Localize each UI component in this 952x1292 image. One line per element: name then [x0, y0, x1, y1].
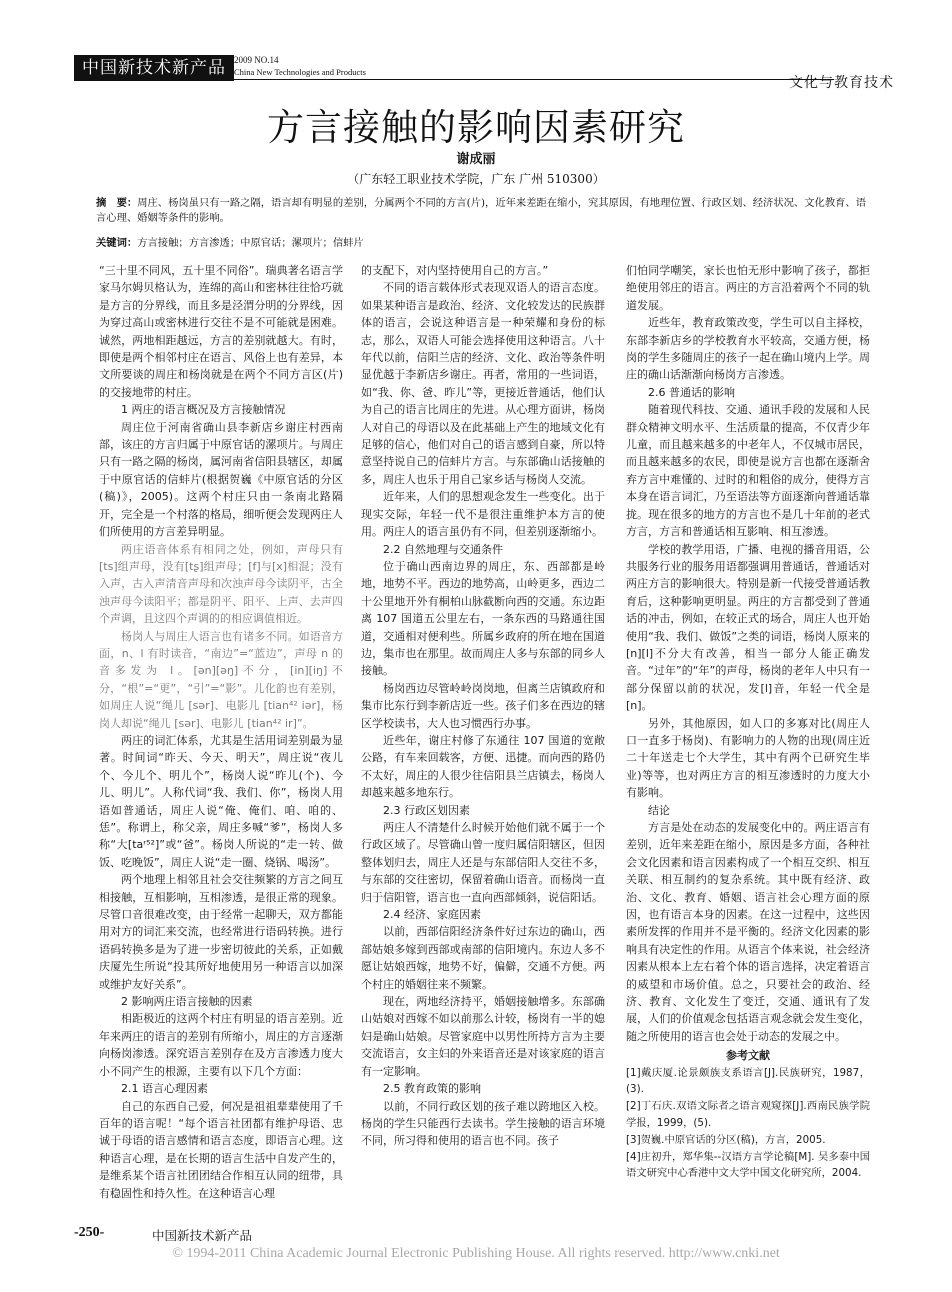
- paragraph: 近年来，人们的思想观念发生一些变化。出于现实交际，年轻一代不是很注重维护本方言的使用。两庄人的语言虽仍有不同，但差别逐渐缩小。: [361, 490, 605, 539]
- article-author: 谢成丽: [456, 152, 496, 167]
- issue-number: 2009 NO.14: [234, 55, 279, 65]
- reference-item: [3]贺巍.中原官话的分区(稿)，方言，2005.: [626, 1133, 826, 1146]
- keywords-text: 方言接触；方言渗透；中原官话；漯项片；信蚌片: [137, 237, 364, 249]
- journal-name-box: 中国新技术新产品: [74, 55, 234, 81]
- section-heading: 2.2 自然地理与交通条件: [383, 542, 503, 556]
- abstract-text: 周庄、杨岗虽只有一路之隔，语言却有明显的差别，分属两个不同的方言(片)，近年来差距在缩小，究其原因，有地理位置、行政区划、经济状况、文化教育、语言心理、婚姻等条件的影响。: [96, 197, 866, 224]
- paragraph: 以前，西部信阳经济条件好过东边的确山，西部姑娘多嫁到西部或南部的信阳境内。东边人多不愿让姑娘西嫁，地势不好，偏僻，交通不方便。两个村庄的婚姻往来不频繁。: [361, 925, 605, 991]
- paragraph: 学校的教学用语，广播、电视的播音用语，公共服务行业的服务用语都强调用普通话，普通话对两庄方言的影响很大。特别是新一代接受普通话教育后，这种影响更明显。两庄的方言都受到了普通话的冲击，例如，在较正式的场合，周庄人也开始使用“我、我们、做饭”之类的词语，杨岗人原来的[n][l]不分大有改善，相当一部分人能正确发音。“过年”的“年”的声母，杨岗的老年人中只有一部分保留以前的状况，发[l]音，年轻一代全是[n]。: [626, 542, 870, 713]
- paragraph: 两个地理上相邻且社会交往频繁的方言之间互相接触，互相影响，互相渗透，是很正常的现象。尽管口音很难改变，由于经常一起聊天，双方都能用对方的词汇来交流，也经常进行语码转换。进行语码转换多是为了进一步密切彼此的关系，正如戴庆厦先生所说“投其所好地使用另一种语言以加深或维护友好关系”。: [99, 873, 343, 991]
- paragraph: 另外，其他原因，如人口的多寡对比(周庄人口一直多于杨岗)、有影响力的人物的出现(周庄近二十年送走七个大学生，其中有两个已研究生毕业)等等，也对两庄方言的相互渗透时的力度大小有影响。: [626, 716, 870, 800]
- section-heading: 2.5 教育政策的影响: [383, 1082, 481, 1096]
- paragraph: 杨岗西边尽管岭岭岗岗地，但离兰店镇政府和集市比东行到李新店近一些。孩子们多在西边的辖区学校读书，大人也习惯西行办事。: [361, 681, 605, 730]
- page-number: -250-: [74, 1225, 105, 1240]
- section-heading: 2.1 语言心理因素: [121, 1082, 208, 1096]
- section-heading: 2.3 行政区划因素: [383, 803, 470, 817]
- section-heading: 结论: [648, 803, 670, 817]
- paragraph: 不同的语言载体形式表现双语人的语言态度。如果某种语言是政治、经济、文化较发达的民族群体的语言，会说这种语言是一种荣耀和身份的标志，那么，双语人可能会选择使用这种语言。八十年代以前，信阳兰店的经济、文化、政治等条件明显优越于李新店乡谢庄。再者，常用的一些词语，如“我、你、爸、昨儿”等，更接近普通话，他们认为自己的语言比周庄的先进。从心理方面讲，杨岗人对自己的母语以及在此基础上产生的地域文化有足够的信心，他们对自己的语言感到自豪，所以特意坚持说自己的信蚌片方言。与东部确山话接触的多，周庄人也乐于用自己家乡话与杨岗人交流。: [361, 281, 605, 486]
- paragraph: 自己的东西自己爱，何况是祖祖辈辈使用了千百年的语言呢！“每个语言社团都有维护母语、忠诚于母语的语言感情和语言态度，即语言心理。这种语言心理，是在长期的语言生活中自发产生的，是维系某个语言社团团结合作相互认同的纽带，具有稳固性和持久性。在这种语言心理: [99, 1099, 343, 1200]
- author-affiliation: （广东轻工职业技术学院，广东 广州 510300）: [347, 172, 605, 186]
- article-title: 方言接触的影响因素研究: [267, 106, 685, 149]
- paragraph: 近些年，教育政策改变，学生可以自主择校，东部李新店乡的学校教育水平较高，交通方便，杨岗的学生多随周庄的孩子一起在确山境内上学。周庄的确山话渐渐向杨岗方言渗透。: [626, 316, 870, 382]
- paragraph: 位于确山西南边界的周庄，东、西部都是岭地，地势不平。西边的地势高，山岭更多，西边二十公里地开外有桐柏山脉截断向西的交通。东边距离 107 国道五公里左右，一条东西的马路通往国道，交通相对便利些。所属乡政府的所在地在国道边，集市也在那里。故而周庄人多与东部的同乡人接触。: [361, 559, 605, 678]
- references-heading: 参考文献: [726, 1049, 770, 1063]
- column-3-text: [626, 262, 870, 1045]
- paragraph: “三十里不同风，五十里不同俗”。瑞典著名语言学家马尔姆贝格认为，连绵的高山和密林往往恰巧就是方言的分界线，而且多是泾渭分明的分界线，因为穿过高山或密林进行交往不是不可能就是困难。诚然，两地相距越远，方言的差别就越大。有时，即使是两个相邻村庄在语言、风俗上也有差异，本文所要谈的周庄和杨岗就是在两个不同方言区(片)的交接地带的村庄。: [99, 264, 343, 399]
- reference-item: [4]庄初升，郑华集--汉语方言学论稿[M]. 吴多泰中国语文研究中心香港中文大学中国文化研究所，2004.: [626, 1150, 870, 1180]
- paragraph: 们怕同学嘲笑，家长也怕无形中影响了孩子，都拒绝使用邻庄的语言。两庄的方言沿着两个不同的轨道发展。: [626, 264, 870, 312]
- body-column-2: [361, 262, 605, 1148]
- section-heading: 2.4 经济、家庭因素: [383, 908, 481, 922]
- paragraph: 方言是处在动态的发展变化中的。两庄语言有差别，近年来差距在缩小，原因是多方面，各种社会文化因素和语言因素构成了一个相互交织、相互关联、相互制约的复杂系统。其中既有经济、政治、文化、教育、婚姻、语言社会心理方面的原因，也有语言本身的因素。在这一过程中，这些因素所发挥的作用并不是平衡的。经济文化因素的影响具有决定性的作用。从语言个体来说，社会经济因素从根本上左右着个体的语言选择，决定着语言的威望和市场价值。总之，只要社会的政治、经济、教育、文化发生了变迁，交通、通讯有了发展，人们的价值观念包括语言观念就会发生变化，随之所使用的语言也会处于动态的发展之中。: [626, 821, 870, 1043]
- reference-item: [2]丁石庆.双语文际者之语言观窥探[J].西南民族学院学报，1999，(5).: [626, 1100, 870, 1130]
- section-name: 文化与教育技术: [789, 75, 894, 91]
- paragraph: 随着现代科技、交通、通讯手段的发展和人民群众精神文明水平、生活质量的提高，不仅青少年儿童，而且越来越多的中老年人，不仅城市居民，而且越来越多的农民，即使是说方言也都在逐渐舍弃方言中难懂的、过时的和粗俗的成分，使得方言本身在语言词汇，乃至语法等方面逐渐向普通话靠拢。现在很多的地方的方言也不是几十年前的老式方言，方言和普通话相互影响、相互渗透。: [626, 403, 870, 539]
- abstract: [96, 196, 876, 226]
- paragraph: 以前，不同行政区划的孩子难以跨地区入校。杨岗的学生只能西行去读书。学生接触的语言环境不同，所习得和使用的语言也不同。孩子: [361, 1099, 605, 1148]
- body-column-3: [626, 262, 870, 1180]
- paragraph: 两庄人不清楚什么时候开始他们就不属于一个行政区域了。尽管确山曾一度归属信阳辖区，但因整体划归去，周庄人还是与东部信阳人交往不多，与东部的交往密切，保留着确山语音。而杨岗一直归于信阳管，语言也一直向西部倾斜，说信阳话。: [361, 821, 605, 904]
- footer-journal-name: 中国新技术新产品: [152, 1228, 253, 1243]
- section-heading: 2.6 普通话的影响: [648, 385, 735, 399]
- paragraph: 两庄的词汇体系，尤其是生活用词差别最为显著。时间词“昨天、今天、明天”，周庄说“夜儿个、今儿个、明儿个”，杨岗人说“昨儿(个)、今儿、明儿”。人称代词“我、我们、你”，杨岗人用语如普通话，周庄人说“俺、俺们、咱、咱的、恁”。称谓上，称父亲，周庄多喊“爹”，杨岗人多称“大[taʳ⁵²]”或“爸”。杨岗人所说的“走一转、做饭、吃晚饭”，周庄人说“走一圈、烧锅、喝汤”。: [99, 733, 343, 869]
- section-heading: 2 影响两庄语言接触的因素: [121, 995, 253, 1009]
- keywords: [96, 236, 876, 251]
- copyright-watermark: © 1994-2011 China Academic Journal Electronic Publishing House. All rights reserved. http://www.cnki.net: [172, 1246, 780, 1261]
- journal-english-name: China New Technologies and Products: [234, 67, 366, 77]
- paragraph: 现在，两地经济持平，婚姻接触增多。东部确山姑娘对西嫁不如以前那么计较，杨岗有一半的媳妇是确山姑娘。尽管家庭中以男性所持方言为主要交流语言，女主妇的外来语音还是对该家庭的语言有一定影响。: [361, 995, 605, 1078]
- section-heading: 1 两庄的语言概况及方言接触情况: [121, 403, 286, 417]
- paragraph: 杨岗人与周庄人语言也有诸多不同。如语音方面，n、l 有时读音，“南边”=“蓝边”，声母 n 的音多发为 l。[ən][əŋ]不分，[in][iŋ]不分，“根”=“更”，“引”=“影”。儿化韵也有差别，如周庄人说“绳儿 [sər]、电影儿 [tian⁴² iər]，杨岗人却说“绳儿 [sər]、电影儿 [tian⁴² ir]”。: [99, 629, 343, 730]
- reference-item: [1]戴庆厦.论景颇族支系语言[J].民族研究，1987，(3).: [626, 1066, 870, 1096]
- paragraph: 相距极近的这两个村庄有明显的语言差别。近年来两庄的语言的差别有所缩小，周庄的方言逐渐向杨岗渗透。深究语言差别存在及方言渗透力度大小不同产生的根源，主要有以下几个方面：: [99, 1012, 343, 1078]
- references-list: [626, 1065, 870, 1183]
- keywords-label: 关键词：: [96, 237, 138, 249]
- paragraph: 的支配下，对内坚持使用自己的方言。”: [361, 264, 549, 277]
- masthead-rule: [234, 79, 834, 80]
- abstract-label: 摘 要：: [96, 197, 138, 209]
- paragraph: 周庄位于河南省确山县李新店乡谢庄村西南部，该庄的方言归属于中原官话的漯项片。与周庄只有一路之隔的杨岗，属河南省信阳县辖区，却属于中原官话的信蚌片(根据贺巍《中原官话的分区(稿)》，2005)。这两个村庄只由一条南北路隔开，完全是一个村落的格局，细听便会发现两庄人们所使用的方言差异明显。: [99, 420, 343, 539]
- masthead: [74, 55, 894, 91]
- paragraph: 两庄语音体系有相同之处，例如，声母只有[ts]组声母，没有[tʂ]组声母；[f]与[x]相混；没有入声，古入声清音声母和次浊声母今读阴平，古全浊声母今读阳平；都是阴平、阳平、上声、去声四个声调，且这四个声调的的相应调值相近。: [99, 542, 343, 626]
- body-column-1: [99, 262, 343, 1200]
- paragraph: 近些年，谢庄村修了东通往 107 国道的宽敞公路，有车来回载客，方便、迅捷。而向西的路仍不太好，周庄的人很少往信阳县兰店镇去，杨岗人却越来越多地东行。: [361, 733, 605, 800]
